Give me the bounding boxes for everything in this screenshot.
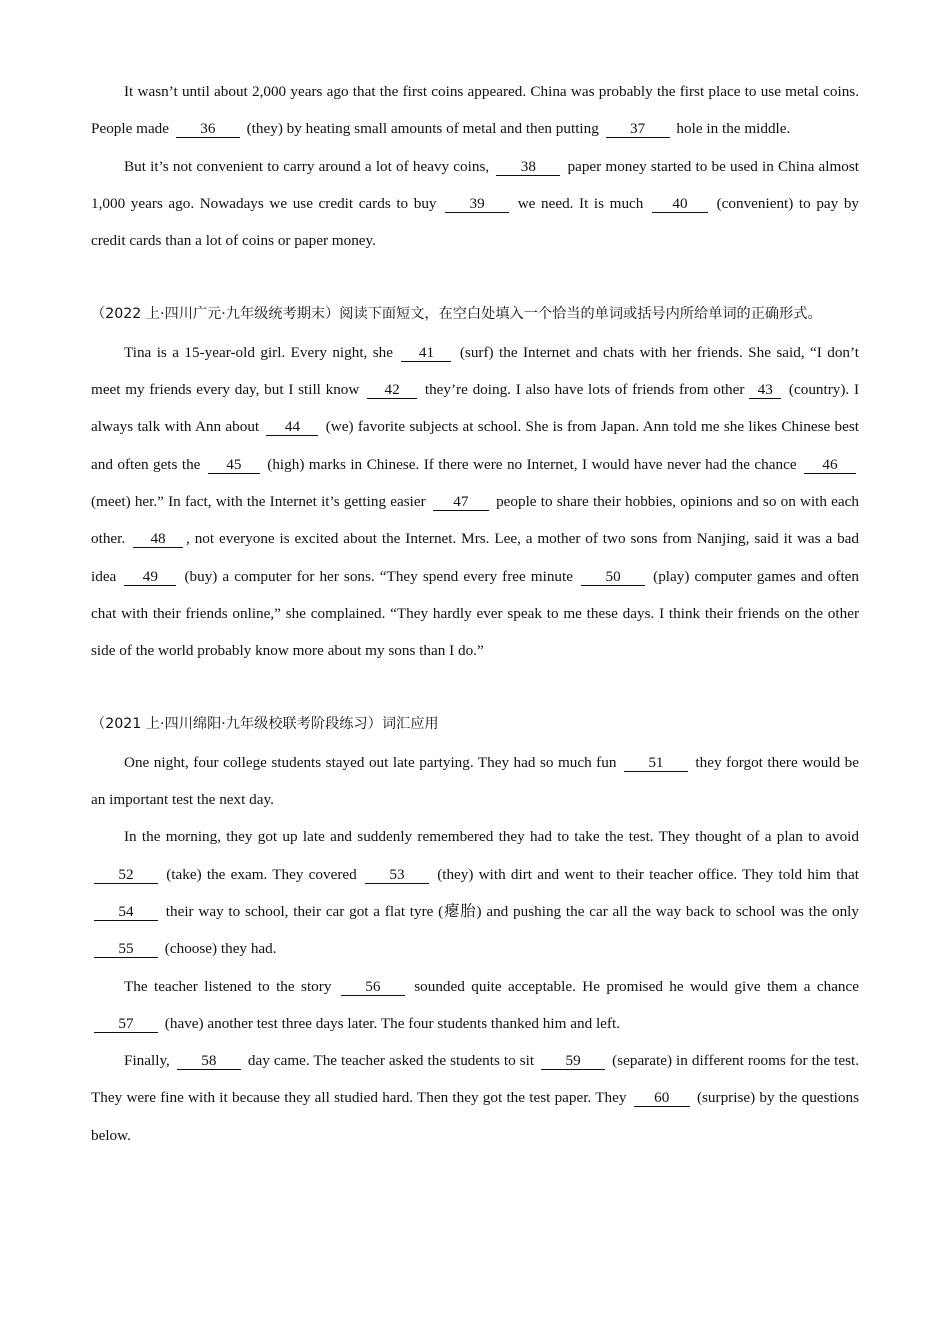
document-page xyxy=(91,73,859,1154)
blank-50[interactable]: 50 xyxy=(581,569,645,586)
blank-54[interactable]: 54 xyxy=(94,904,158,921)
section-heading-2022: （2022 上·四川广元·九年级统考期末）阅读下面短文，在空白处填入一个恰当的单词或括号内所给单词的正确形式。 xyxy=(91,306,822,323)
blank-42[interactable]: 42 xyxy=(367,382,417,399)
blank-59[interactable]: 59 xyxy=(541,1053,605,1070)
blank-52[interactable]: 52 xyxy=(94,867,158,884)
paragraph-tina: Tina is a 15-year-old girl. Every night, she 41 (surf) the Internet and chats with her friends. She said, “I don’t meet my friends every day, but I still know 42 they’re doing. I also have lots of friends from other 43 (country). I always talk with Ann about 44 (we) favorite subjects at school. She is from Japan. Ann told me she likes Chinese best and often gets the 45 (high) marks in Chinese. If there were no Internet, I would have never had the chance 46 (meet) her.” In fact, with the Internet it’s getting easier 47 people to share their hobbies, opinions and so on with each other. 48 , not everyone is excited about the Internet. Mrs. Lee, a mother of two sons from Nanjing, said it was a bad idea 49 (buy) a computer for her sons. “They spend every free minute 50 (play) computer games and often chat with their friends online,” she complained. “They hardly ever speak to me these days. I think their friends on the other side of the world probably know more about my sons than I do.” xyxy=(91,343,860,660)
blank-44[interactable]: 44 xyxy=(266,419,318,436)
paragraph-morning: In the morning, they got up late and suddenly remembered they had to take the test. They thought of a plan to avoid 52 (take) the exam. They covered 53 (they) with dirt and went to their teacher office. They told him that 54 their way to school, their car got a flat tyre (瘪胎) and pushing the car all the way back to school was the only 55 (choose) they had. xyxy=(91,818,859,967)
paragraph-teacher: The teacher listened to the story 56 sounded quite acceptable. He promised he would give them a chance 57 (have) another test three days later. The four students thanked him and left. xyxy=(91,968,859,1043)
blank-53[interactable]: 53 xyxy=(365,867,429,884)
section-heading-2021: （2021 上·四川绵阳·九年级校联考阶段练习）词汇应用 xyxy=(91,716,439,733)
blank-41[interactable]: 41 xyxy=(401,345,451,362)
blank-38[interactable]: 38 xyxy=(496,159,560,176)
blank-49[interactable]: 49 xyxy=(124,569,176,586)
blank-45[interactable]: 45 xyxy=(208,457,260,474)
blank-40[interactable]: 40 xyxy=(652,196,708,213)
paragraph-finally: Finally, 58 day came. The teacher asked the students to sit 59 (separate) in different rooms for the test. They were fine with it because they all studied hard. Then they got the test paper. They 60 (surprise) by the questions below. xyxy=(91,1052,860,1144)
paragraph-coins: It wasn’t until about 2,000 years ago that the first coins appeared. China was probably the first place to use metal coins. People made 36 (they) by heating small amounts of metal and then putting 37 hole in the middle. xyxy=(91,83,859,138)
paragraph-paper-money: But it’s not convenient to carry around a lot of heavy coins, 38 paper money started to be used in China almost 1,000 years ago. Nowadays we use credit cards to buy 39 we need. It is much 40 (convenient) to pay by credit cards than a lot of coins or paper money. xyxy=(91,157,860,250)
blank-39[interactable]: 39 xyxy=(445,196,509,213)
blank-37[interactable]: 37 xyxy=(606,121,670,138)
blank-57[interactable]: 57 xyxy=(94,1016,158,1033)
blank-36[interactable]: 36 xyxy=(176,121,240,138)
blank-46[interactable]: 46 xyxy=(804,457,856,474)
blank-55[interactable]: 55 xyxy=(94,941,158,958)
blank-47[interactable]: 47 xyxy=(433,494,489,511)
blank-58[interactable]: 58 xyxy=(177,1053,241,1070)
paragraph-party: One night, four college students stayed out late partying. They had so much fun 51 they forgot there would be an important test the next day. xyxy=(91,753,859,809)
blank-51[interactable]: 51 xyxy=(624,755,688,772)
blank-48[interactable]: 48 xyxy=(133,531,183,548)
blank-56[interactable]: 56 xyxy=(341,979,405,996)
blank-60[interactable]: 60 xyxy=(634,1090,690,1107)
blank-43[interactable]: 43 xyxy=(749,382,781,399)
